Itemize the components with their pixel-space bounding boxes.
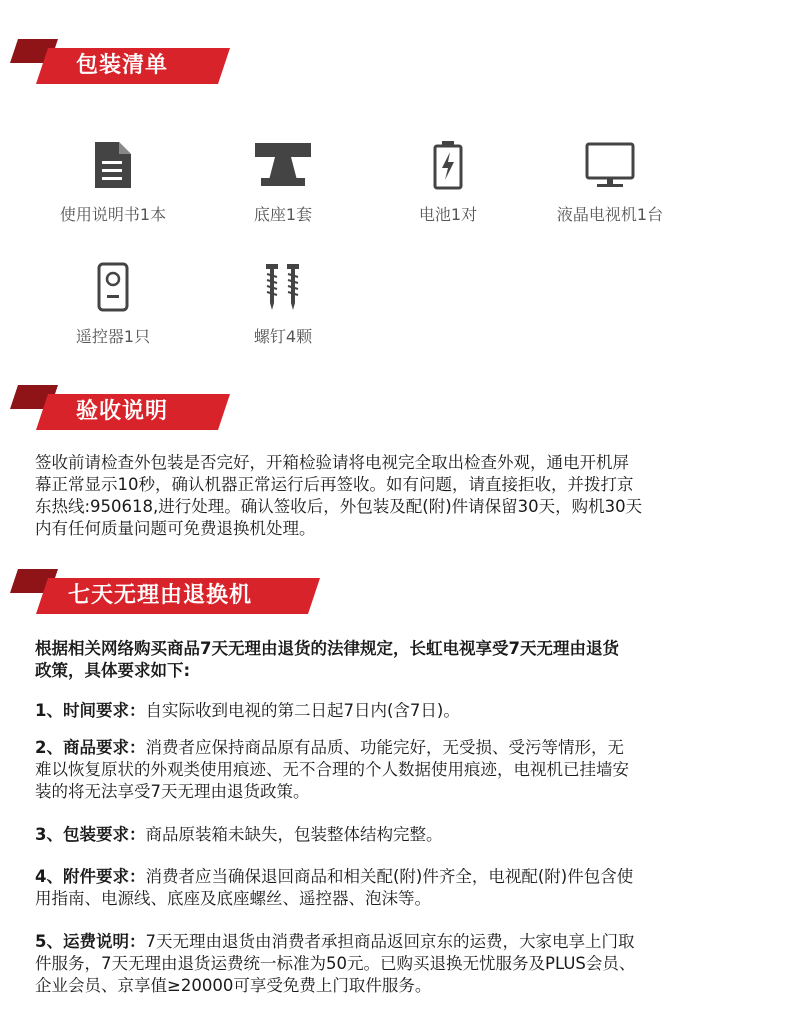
inspection-text bbox=[35, 452, 770, 540]
rule-text: 企业会员、京享值≥20000可享受免费上门取件服务。 bbox=[35, 976, 432, 995]
packing-item-tv bbox=[520, 140, 700, 225]
rule-time bbox=[35, 700, 770, 722]
rule-label: 4、附件要求： bbox=[35, 867, 146, 886]
packing-item-label: 电池1对 bbox=[418, 205, 478, 224]
rule-text: 装的将无法享受7天无理由退货政策。 bbox=[35, 782, 310, 801]
returns-banner bbox=[0, 563, 330, 623]
battery-icon bbox=[432, 140, 464, 190]
inspection-title: 验收说明 bbox=[76, 399, 169, 424]
rule-label: 2、商品要求： bbox=[35, 738, 146, 757]
rule-text: 件服务，7天无理由退货运费统一标准为50元。已购买退换无忧服务及PLUS会员、 bbox=[35, 954, 636, 973]
packing-item-screw bbox=[193, 262, 373, 347]
rule-text: 消费者应保持商品原有品质、功能完好，无受损、受污等情形，无 bbox=[145, 738, 624, 757]
rule-text: 7天无理由退货由消费者承担商品返回京东的运费，大家电享上门取 bbox=[145, 932, 635, 951]
rule-packaging bbox=[35, 824, 770, 846]
packing-item-label: 螺钉4颗 bbox=[253, 327, 313, 346]
text-line: 根据相关网络购买商品7天无理由退货的法律规定，长虹电视享受7天无理由退货 bbox=[35, 639, 619, 658]
rule-text: 商品原装箱未缺失，包装整体结构完整。 bbox=[145, 825, 443, 844]
screw-icon bbox=[263, 262, 303, 312]
packing-title: 包装清单 bbox=[76, 53, 169, 78]
returns-title: 七天无理由退换机 bbox=[68, 583, 253, 608]
rule-text: 消费者应当确保退回商品和相关配(附)件齐全，电视配(附)件包含使 bbox=[145, 867, 634, 886]
text-line: 签收前请检查外包装是否完好，开箱检验请将电视完全取出检查外观，通电开机屏 bbox=[35, 453, 629, 472]
packing-banner bbox=[0, 33, 240, 93]
text-line: 东热线:950618,进行处理。确认签收后，外包装及配(附)件请保留30天，购机30天 bbox=[35, 497, 643, 516]
packing-item-stand bbox=[193, 140, 373, 225]
rule-text: 自实际收到电视的第二日起7日内(含7日)。 bbox=[145, 701, 460, 720]
rule-text: 用指南、电源线、底座及底座螺丝、遥控器、泡沫等。 bbox=[35, 889, 431, 908]
rule-shipping bbox=[35, 931, 770, 997]
packing-item-label: 液晶电视机1台 bbox=[556, 205, 664, 224]
text-line: 政策，具体要求如下: bbox=[35, 661, 191, 680]
returns-intro bbox=[35, 638, 770, 682]
packing-item-remote bbox=[23, 262, 203, 347]
rule-label: 3、包装要求： bbox=[35, 825, 146, 844]
packing-item-label: 底座1套 bbox=[253, 205, 313, 224]
inspection-banner bbox=[0, 379, 240, 439]
tv-icon bbox=[585, 140, 635, 190]
packing-item-label: 使用说明书1本 bbox=[59, 205, 167, 224]
rule-text: 难以恢复原状的外观类使用痕迹、无不合理的个人数据使用痕迹，电视机已挂墙安 bbox=[35, 760, 629, 779]
rule-label: 1、时间要求： bbox=[35, 701, 146, 720]
manual-icon bbox=[93, 140, 133, 190]
stand-icon bbox=[253, 140, 313, 190]
remote-icon bbox=[97, 262, 129, 312]
rule-goods bbox=[35, 737, 770, 803]
packing-item-battery bbox=[358, 140, 538, 225]
packing-item-manual bbox=[23, 140, 203, 225]
text-line: 幕正常显示10秒，确认机器正常运行后再签收。如有问题，请直接拒收，并拨打京 bbox=[35, 475, 634, 494]
rule-label: 5、运费说明： bbox=[35, 932, 146, 951]
packing-item-label: 遥控器1只 bbox=[75, 327, 151, 346]
text-line: 内有任何质量问题可免费退换机处理。 bbox=[35, 519, 316, 538]
rule-accessories bbox=[35, 866, 770, 910]
